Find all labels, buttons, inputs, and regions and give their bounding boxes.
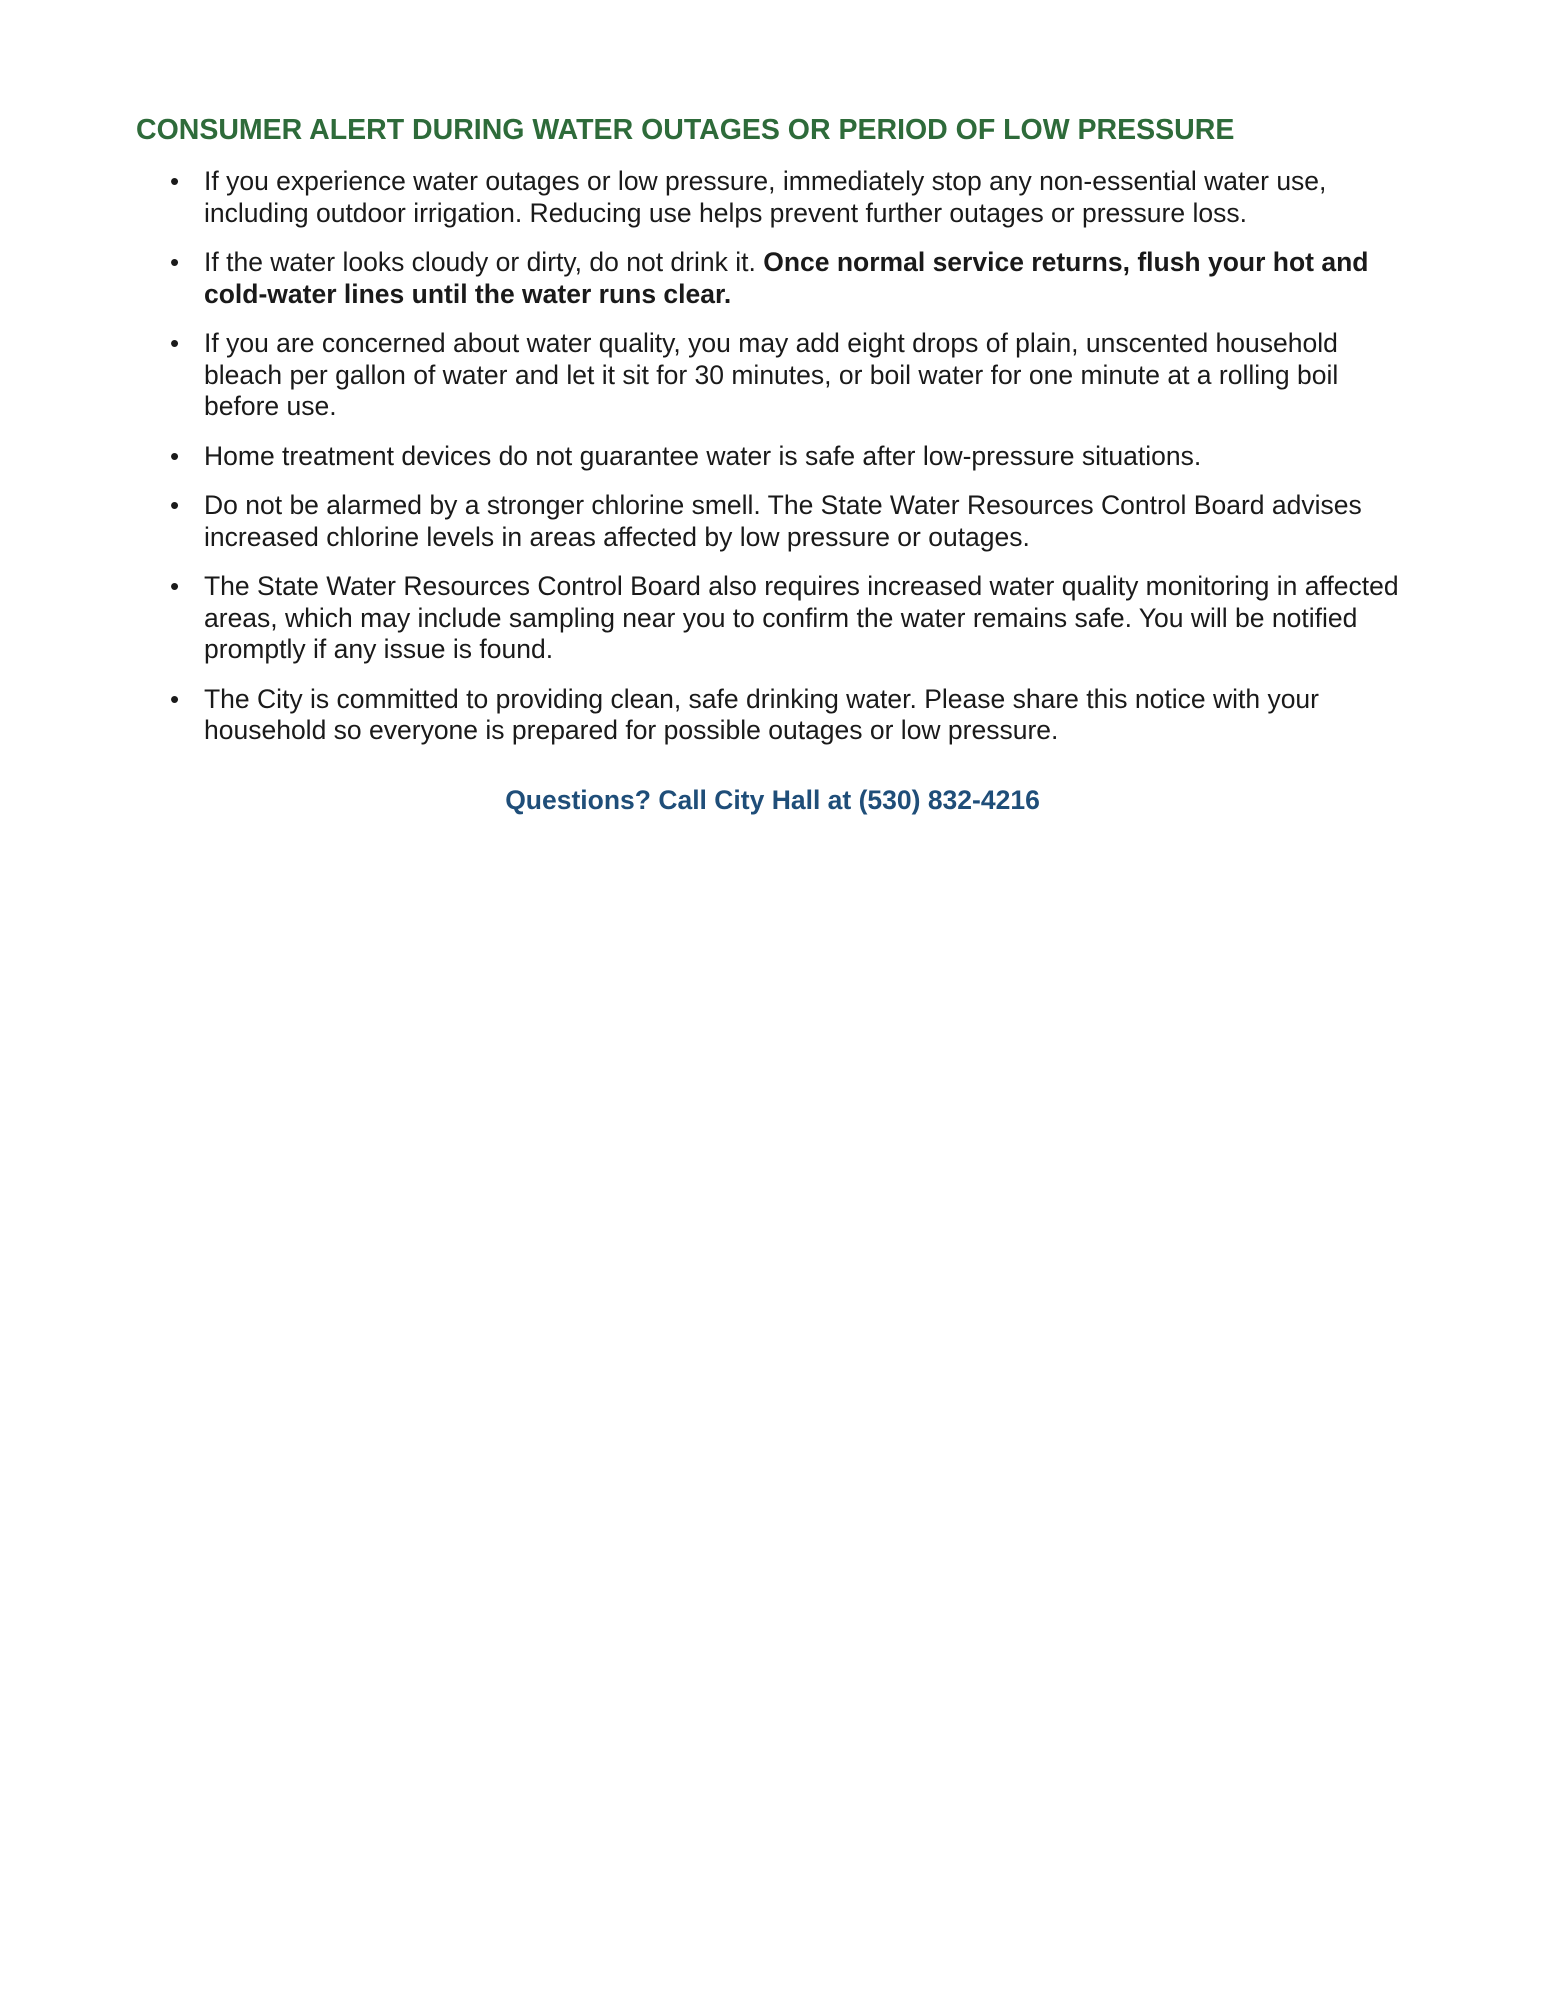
- guidance-list: [170, 166, 1405, 765]
- bullet-regular-text: The City is committed to providing clean, safe drinking water. Please share this notice with your household so everyone is prepared for possible outages or low pressure.: [204, 683, 1319, 745]
- bullet-text: [204, 490, 1405, 553]
- bullet-icon: •: [170, 166, 180, 196]
- bullet-regular-text: Do not be alarmed by a stronger chlorine smell. The State Water Resources Control Board advises increased chlorine levels in areas affected by low pressure or outages.: [204, 490, 1362, 552]
- bullet-text: [204, 247, 1405, 310]
- bullet-text: [204, 328, 1405, 423]
- bullet-regular-text: Home treatment devices do not guarantee water is safe after low-pressure situations.: [204, 440, 1202, 471]
- bullet-regular-text: The State Water Resources Control Board also requires increased water quality monitoring in affected areas, which may include sampling near you to confirm the water remains safe. You will be notified promptly if any issue is found.: [204, 571, 1399, 664]
- bullet-icon: •: [170, 328, 180, 358]
- list-item: [170, 166, 1405, 229]
- list-item: [170, 490, 1405, 553]
- bullet-text: [204, 571, 1405, 666]
- list-item: [170, 571, 1405, 666]
- bullet-icon: •: [170, 490, 180, 520]
- bullet-text: [204, 684, 1405, 747]
- bullet-icon: •: [170, 683, 180, 714]
- bullet-icon: •: [170, 247, 180, 277]
- list-item: [170, 684, 1405, 747]
- alert-title: CONSUMER ALERT DURING WATER OUTAGES OR PERIOD OF LOW PRESSURE: [136, 114, 1235, 146]
- bullet-text: [204, 166, 1405, 229]
- bullet-bold-text: Once normal service returns, flush your hot and cold-water lines until the water runs clear.: [204, 247, 1369, 309]
- list-item: [170, 441, 1405, 473]
- bullet-icon: •: [170, 571, 180, 601]
- bullet-icon: •: [170, 440, 180, 471]
- list-item: [170, 328, 1405, 423]
- bullet-regular-text: If you are concerned about water quality, you may add eight drops of plain, unscented household bleach per gallon of water and let it sit for 30 minutes, or boil water for one minute at a rolling boil before use.: [204, 328, 1339, 421]
- bullet-regular-text: If the water looks cloudy or dirty, do not drink it.: [204, 247, 764, 277]
- bullet-text: [204, 441, 1405, 473]
- bullet-regular-text: If you experience water outages or low pressure, immediately stop any non-essential water use, including outdoor irrigation. Reducing use helps prevent further outages or pressure loss.: [204, 166, 1327, 228]
- list-item: [170, 247, 1405, 310]
- contact-line: Questions? Call City Hall at (530) 832-4216: [505, 785, 1040, 815]
